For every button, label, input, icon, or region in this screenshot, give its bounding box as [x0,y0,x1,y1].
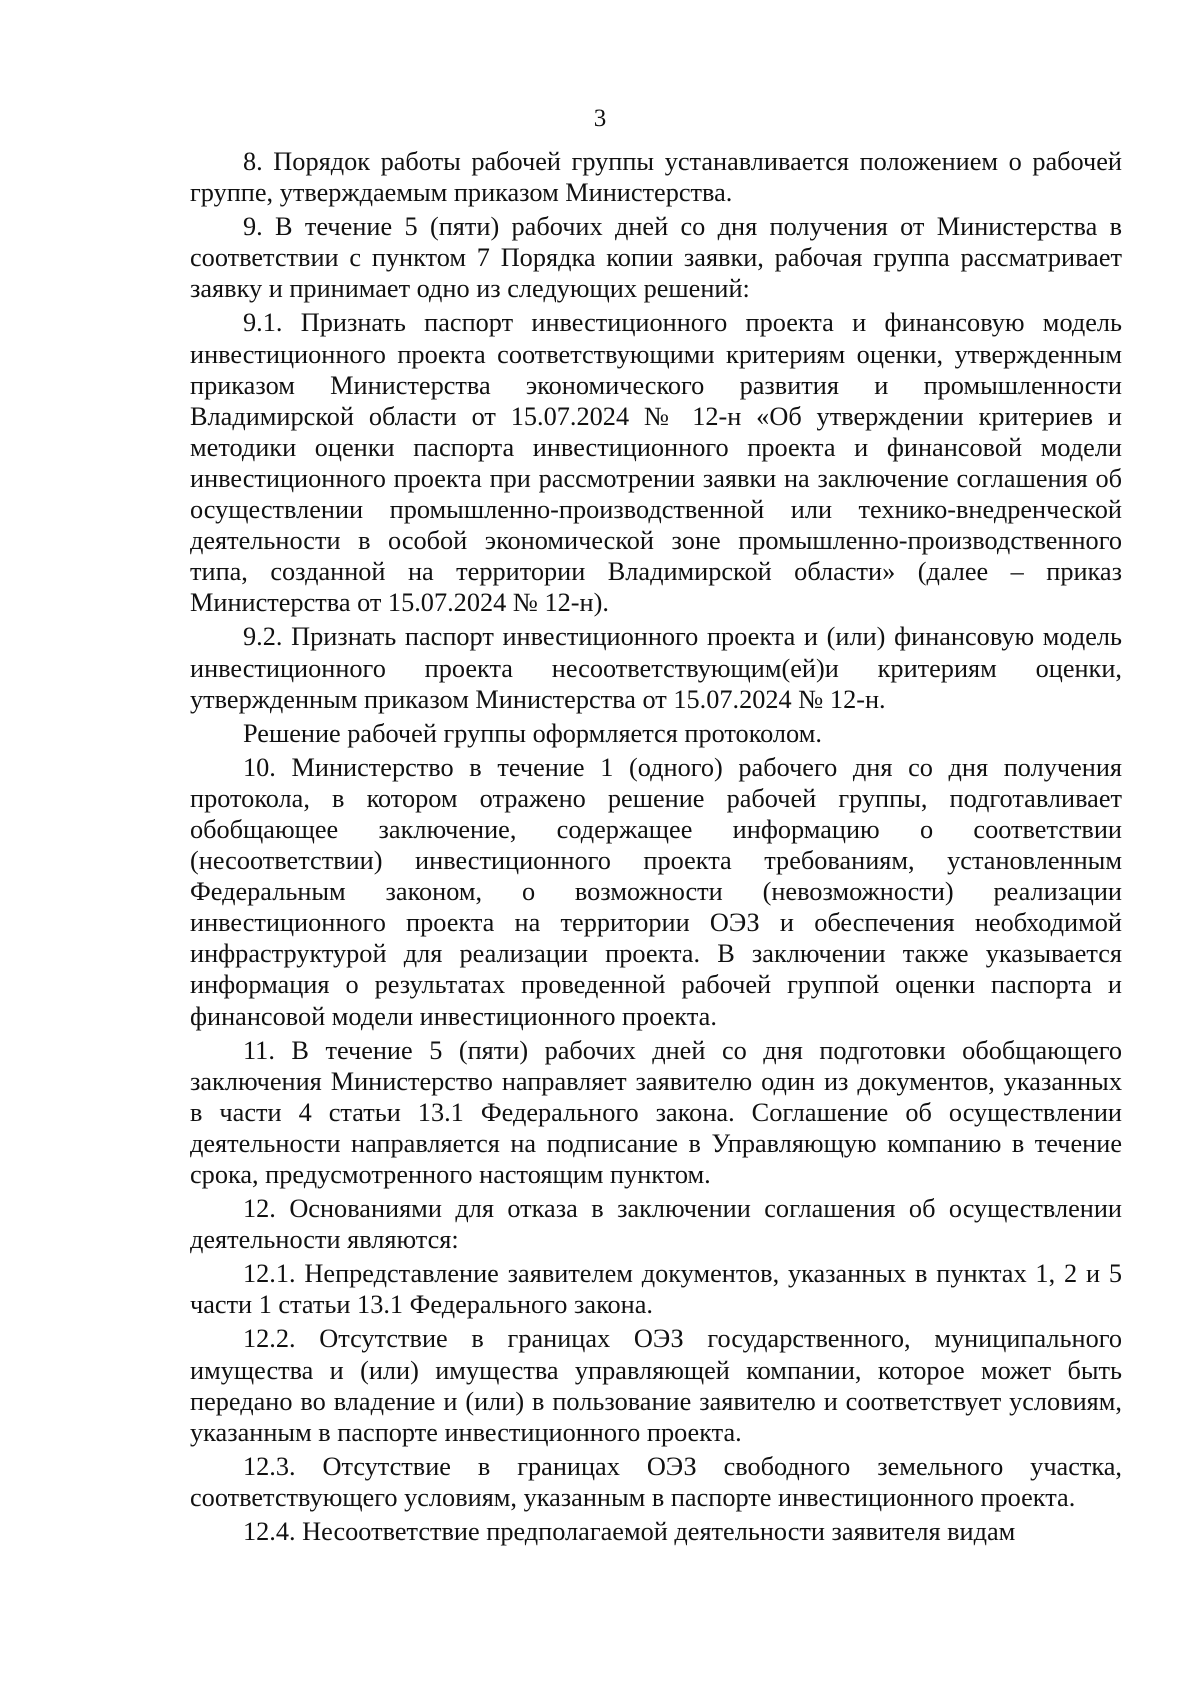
paragraph-9: 9. В течение 5 (пяти) рабочих дней со дня получения от Министерства в соответствии с пунктом 7 Порядка копии заявки, рабочая группа рассматривает заявку и принимает одно из следующих решений: [190,212,1122,304]
paragraph-12-4: 12.4. Несоответствие предполагаемой деятельности заявителя видам [243,1517,1016,1547]
paragraph-decision: Решение рабочей группы оформляется протоколом. [243,718,822,748]
page-number: 3 [593,105,607,132]
paragraph-12: 12. Основаниями для отказа в заключении соглашения об осуществлении деятельности являются: [190,1194,1122,1255]
document-body [190,146,1122,1547]
paragraph-9-1: 9.1. Признать паспорт инвестиционного проекта и финансовую модель инвестиционного проекта соответствующими критериям оценки, утвержденным приказом Министерства экономического развития и промышленности Владимирской области от 15.07.2024 № 12-н «Об утверждении критериев и методики оценки паспорта инвестиционного проекта и финансовой модели инвестиционного проекта при рассмотрении заявки на заключение соглашения об осуществлении промышленно-производственной или технико-внедренческой деятельности в особой экономической зоне промышленно-производственного типа, созданной на территории Владимирской области» (далее – приказ Министерства от 15.07.2024 № 12-н). [190,308,1122,618]
paragraph-11: 11. В течение 5 (пяти) рабочих дней со дня подготовки обобщающего заключения Министерство направляет заявителю один из документов, указанных в части 4 статьи 13.1 Федерального закона. Соглашение об осуществлении деятельности направляется на подписание в Управляющую компанию в течение срока, предусмотренного настоящим пунктом. [190,1035,1122,1189]
paragraph-12-2: 12.2. Отсутствие в границах ОЭЗ государственного, муниципального имущества и (или) имущества управляющей компании, которое может быть передано во владение и (или) в пользование заявителю и соответствует условиям, указанным в паспорте инвестиционного проекта. [190,1324,1122,1447]
paragraph-9-2: 9.2. Признать паспорт инвестиционного проекта и (или) финансовую модель инвестиционного проекта несоответствующим(ей)и критериям оценки, утвержденным приказом Министерства от 15.07.2024 № 12-н. [190,622,1122,714]
paragraph-8: 8. Порядок работы рабочей группы устанавливается положением о рабочей группе, утверждаемым приказом Министерства. [190,147,1122,208]
paragraph-12-3: 12.3. Отсутствие в границах ОЭЗ свободного земельного участка, соответствующего условиям, указанным в паспорте инвестиционного проекта. [190,1451,1122,1512]
paragraph-12-1: 12.1. Непредставление заявителем документов, указанных в пунктах 1, 2 и 5 части 1 статьи 13.1 Федерального закона. [190,1259,1122,1320]
paragraph-10: 10. Министерство в течение 1 (одного) рабочего дня со дня получения протокола, в котором отражено решение рабочей группы, подготавливает обобщающее заключение, содержащее информацию о соответствии (несоответствии) инвестиционного проекта требованиям, установленным Федеральным законом, о возможности (невозможности) реализации инвестиционного проекта на территории ОЭЗ и обеспечения необходимой инфраструктурой для реализации проекта. В заключении также указывается информация о результатах проведенной рабочей группой оценки паспорта и финансовой модели инвестиционного проекта. [190,752,1122,1031]
